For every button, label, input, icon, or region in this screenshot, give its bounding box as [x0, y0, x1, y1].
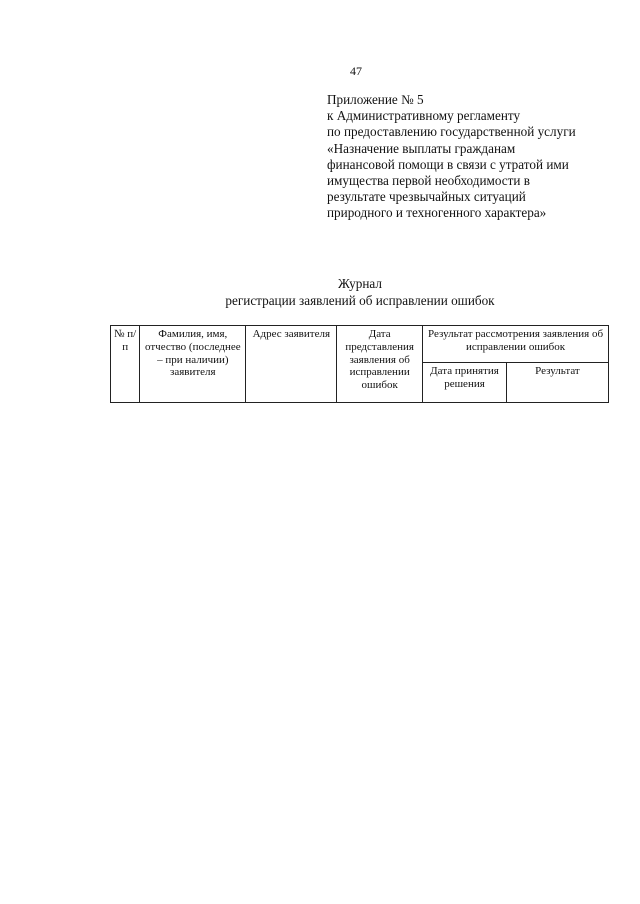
header-row [111, 326, 609, 363]
journal-heading [120, 275, 600, 309]
appendix-line: имущества первой необходимости в [327, 173, 530, 189]
header-result [506, 363, 608, 403]
journal-title: Журнал [338, 276, 382, 291]
appendix-line: по предоставлению государственной услуги [327, 124, 576, 140]
header-name-label: Фамилия, имя, отчество (последнее – при наличии) заявителя [145, 328, 241, 379]
journal-subtitle: регистрации заявлений об исправлении ошибок [225, 293, 495, 308]
header-name [140, 326, 246, 403]
page-number: 47 [350, 64, 362, 78]
register-table [110, 325, 609, 403]
appendix-line: Приложение № 5 [327, 92, 424, 107]
header-number-label: № п/п [114, 328, 137, 353]
header-number [111, 326, 140, 403]
header-address-label: Адрес заявителя [252, 328, 330, 340]
header-date-submitted-label: Дата представления заявления об исправлении ошибок [345, 328, 414, 392]
header-decision-date [423, 363, 507, 403]
header-date-submitted [337, 326, 423, 403]
header-address [246, 326, 337, 403]
appendix-block [327, 92, 627, 222]
header-review-group [423, 326, 609, 363]
header-decision-date-label: Дата принятия решения [430, 365, 499, 390]
header-review-group-label: Результат рассмотрения заявления об исправлении ошибок [428, 328, 604, 353]
appendix-line: природного и техногенного характера» [327, 205, 547, 221]
appendix-line: «Назначение выплаты гражданам [327, 140, 516, 156]
header-result-label: Результат [535, 365, 580, 377]
appendix-line: финансовой помощи в связи с утратой ими [327, 156, 569, 172]
appendix-line: результате чрезвычайных ситуаций [327, 189, 526, 205]
appendix-line: к Административному регламенту [327, 108, 521, 124]
